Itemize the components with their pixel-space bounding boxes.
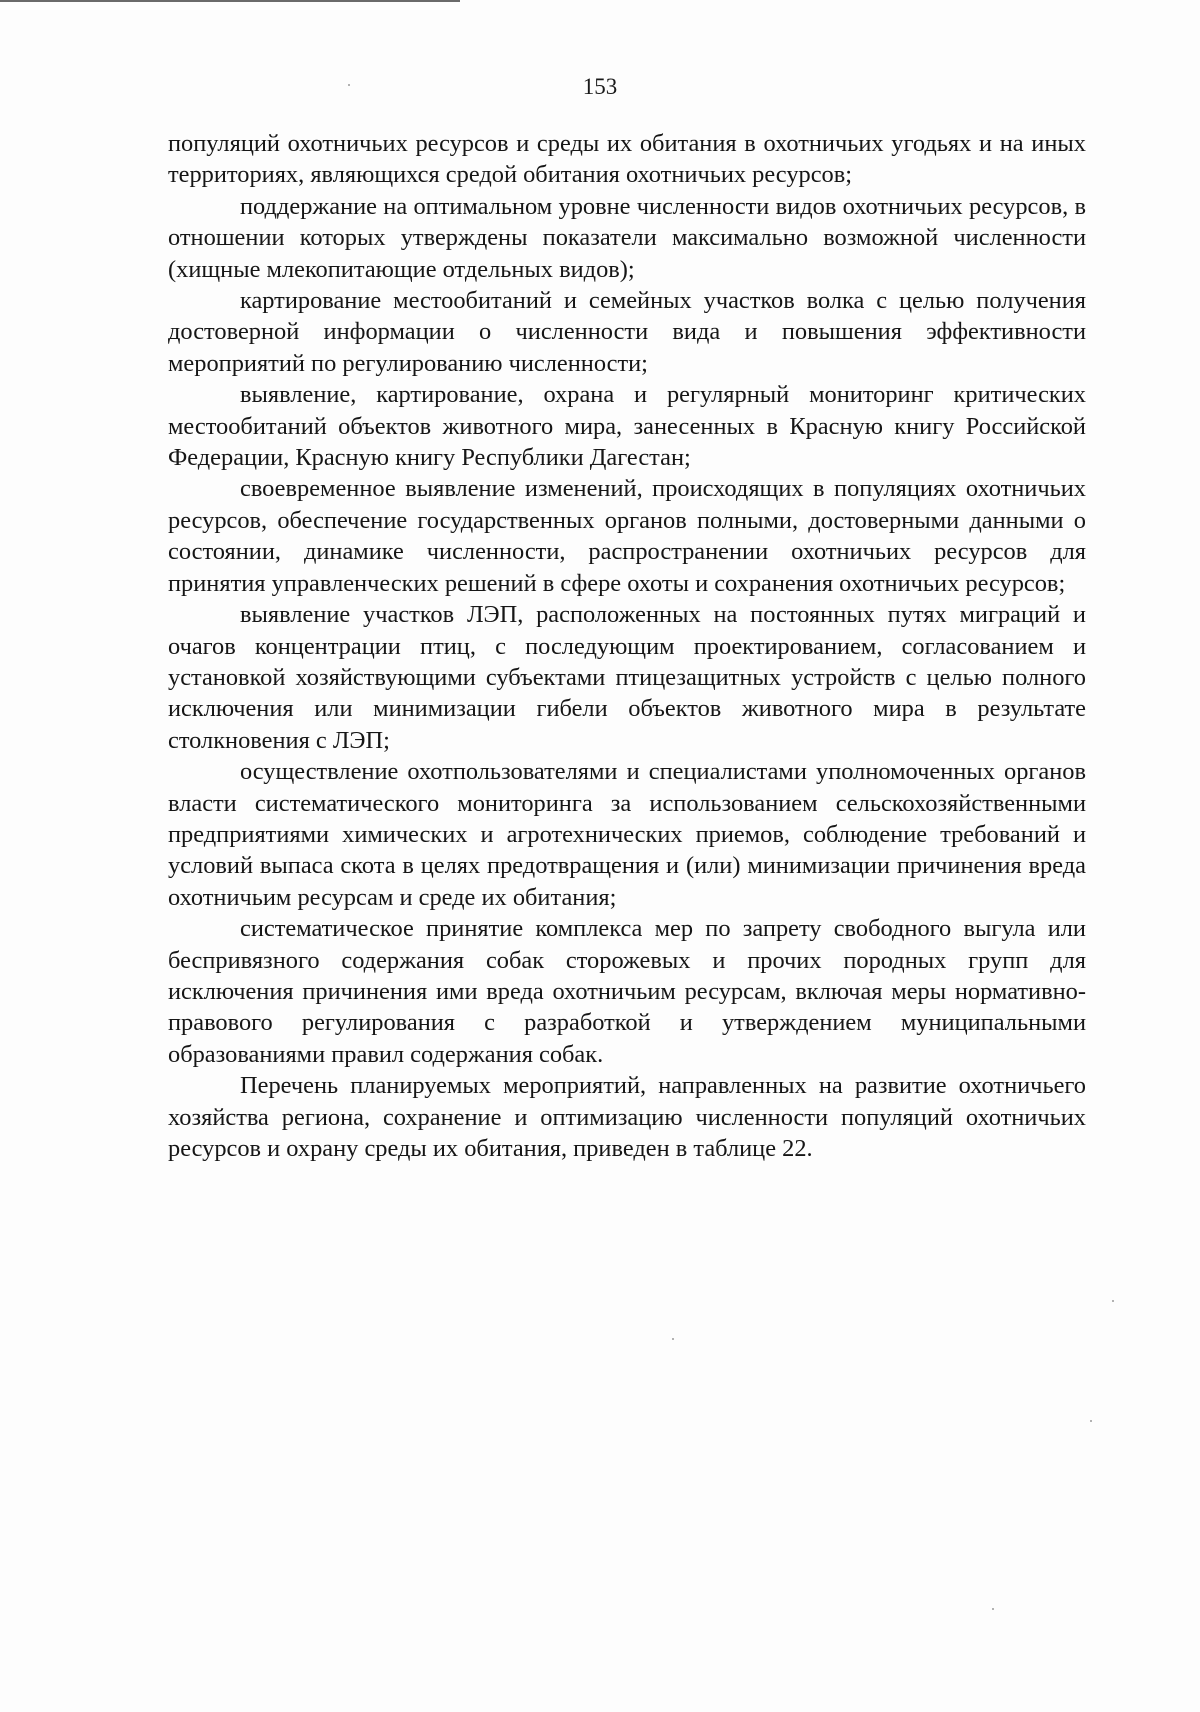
scan-speck	[1090, 1420, 1092, 1422]
paragraph-dog-control: систематическое принятие комплекса мер по запрету свободного выгула или беспривязного содержания собак сторожевых и прочих породных групп для исключения причинения ими вреда охотничьим ресурсам, включая меры нормативно-правового регулирования с разработкой и утверждением муниципальными образованиями правил содержания собак.	[168, 915, 1086, 1068]
paragraph-wolf-mapping: картирование местообитаний и семейных участков волка с целью получения достоверной информации о численности вида и повышения эффективности мероприятий по регулированию численности;	[168, 287, 1086, 377]
scan-speck	[992, 1608, 994, 1610]
paragraph-continuation: популяций охотничьих ресурсов и среды их обитания в охотничьих угодьях и на иных территориях, являющихся средой обитания охотничьих ресурсов;	[168, 130, 1086, 189]
paragraph-table-reference: Перечень планируемых мероприятий, направленных на развитие охотничьего хозяйства региона, сохранение и оптимизацию численности популяций охотничьих ресурсов и охрану среды их обитания, приведен в таблице 22.	[168, 1072, 1086, 1162]
paragraph-population-changes: своевременное выявление изменений, происходящих в популяциях охотничьих ресурсов, обеспечение государственных органов полными, достоверными данными о состоянии, динамике численности, распространении охотничьих ресурсов для принятия управленческих решений в сфере охоты и сохранения охотничьих ресурсов;	[168, 475, 1086, 597]
paragraph-red-book-monitoring: выявление, картирование, охрана и регулярный мониторинг критических местообитаний объектов животного мира, занесенных в Красную книгу Российской Федерации, Красную книгу Республики Дагестан;	[168, 381, 1086, 472]
scan-edge-line	[0, 0, 460, 2]
body-text	[168, 128, 1086, 1164]
paragraph-power-lines: выявление участков ЛЭП, расположенных на постоянных путях миграций и очагов концентрации птиц, с последующим проектированием, согласованием и установкой хозяйствующими субъектами птицезащитных устройств с целью полного исключения или минимизации гибели объектов животного мира в результате столкновения с ЛЭП;	[168, 601, 1086, 754]
paragraph-population-maintenance: поддержание на оптимальном уровне численности видов охотничьих ресурсов, в отношении которых утверждены показатели максимально возможной численности (хищные млекопитающие отдельных видов);	[168, 192, 1086, 283]
scan-speck	[1112, 1300, 1114, 1302]
paragraph-agricultural-monitoring: осуществление охотпользователями и специалистами уполномоченных органов власти систематического мониторинга за использованием сельскохозяйственными предприятиями химических и агротехнических приемов, соблюдение требований и условий выпаса скота в целях предотвращения и (или) минимизации причинения вреда охотничьим ресурсам и среде их обитания;	[168, 758, 1086, 911]
page-number: 153	[582, 74, 618, 99]
scan-speck	[348, 84, 350, 86]
scan-speck	[672, 1338, 674, 1340]
